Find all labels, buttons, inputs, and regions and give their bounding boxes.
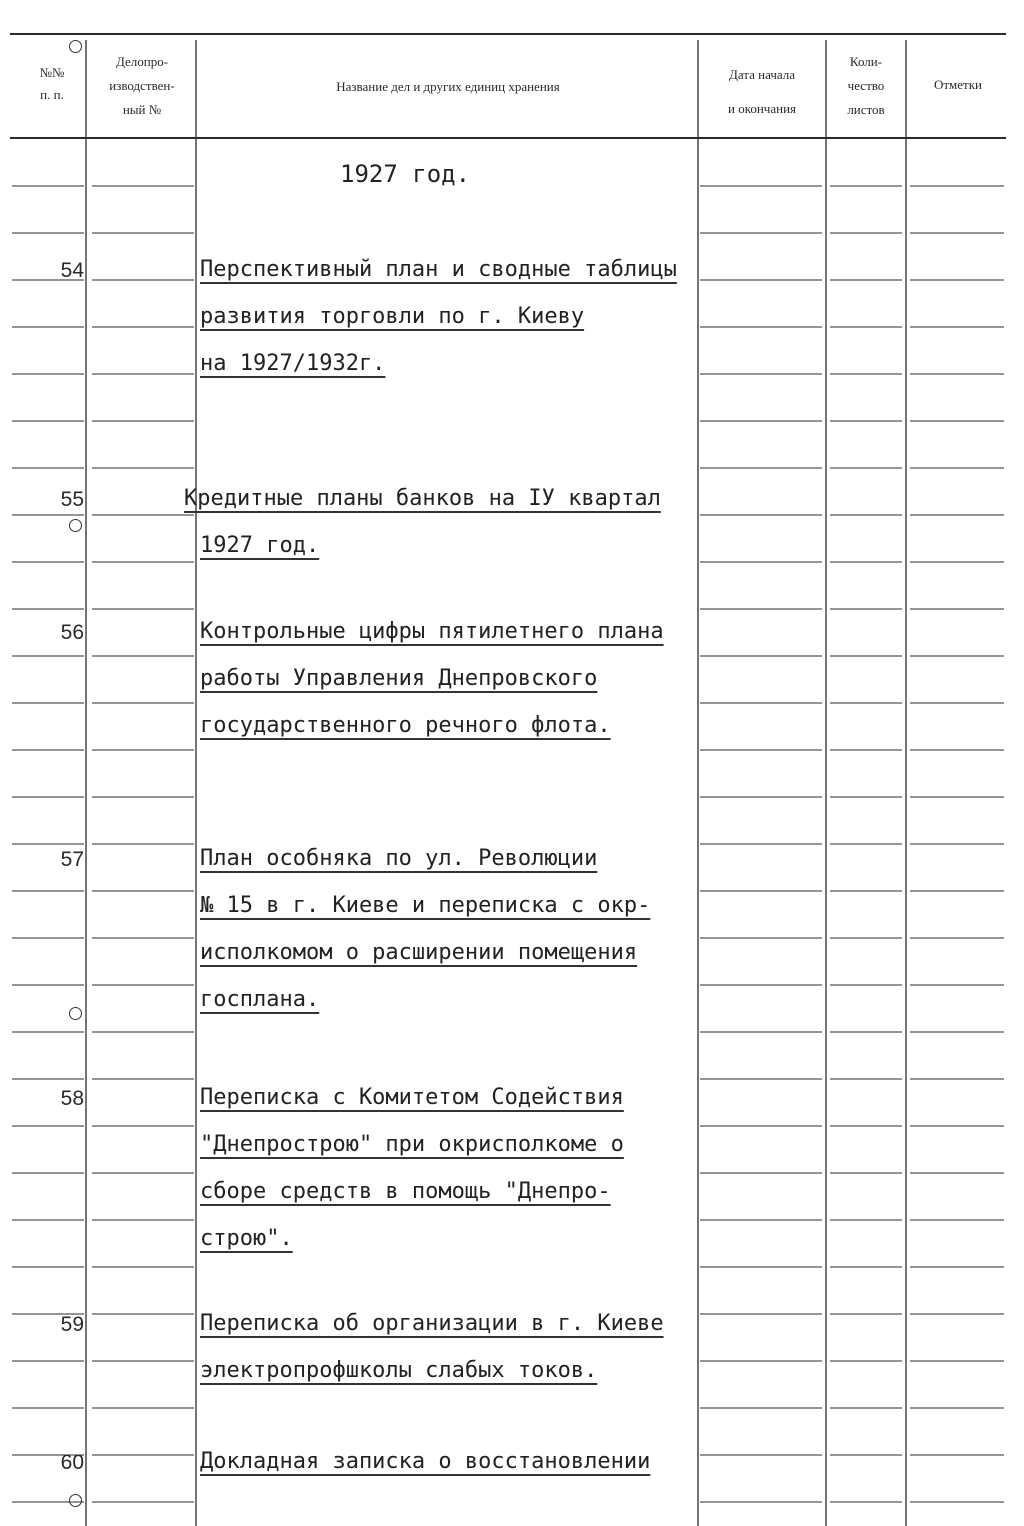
header-col-dates: Дата начала и окончания xyxy=(727,67,797,116)
entry-title-line: строю". xyxy=(200,1226,293,1251)
entry-title-line: госплана. xyxy=(200,987,320,1012)
header-col-num: №№ п. п. xyxy=(39,65,65,102)
entry-title-line: Переписка с Комитетом Содействия xyxy=(200,1085,624,1110)
entry-number: 54 xyxy=(60,259,84,282)
entry-title-line: исполкомом о расширении помещения xyxy=(200,940,638,965)
entry-title-line: "Днепрострою" при окрисполкоме о xyxy=(200,1132,624,1157)
header-col-notes: Отметки xyxy=(933,77,983,92)
punch-hole xyxy=(69,1007,82,1020)
entry-number: 56 xyxy=(60,621,84,644)
entry-title-line: Переписка об организации в г. Киеве xyxy=(200,1311,664,1336)
entry-title-line: 1927 год. xyxy=(200,533,320,558)
entry-title-line: электропрофшколы слабых токов. xyxy=(200,1358,598,1383)
entry-title-line: № 15 в г. Киеве и переписка с окр- xyxy=(200,893,651,918)
entry-title-line: Перспективный план и сводные таблицы xyxy=(200,257,677,282)
entry-title-line: на 1927/1932г. xyxy=(200,351,386,376)
year-heading: 1927 год. xyxy=(340,160,471,188)
punch-hole xyxy=(69,519,82,532)
entry-title-line: Кредитные планы банков на IУ квартал xyxy=(184,486,661,511)
entry-number: 55 xyxy=(60,488,84,511)
entry-title-line: Докладная записка о восстановлении xyxy=(200,1449,651,1474)
punch-hole xyxy=(69,40,82,53)
entry-title-line: развития торговли по г. Киеву xyxy=(200,304,585,329)
entry-number: 59 xyxy=(60,1313,84,1336)
entry-number: 58 xyxy=(60,1087,84,1110)
entry-title-line: Контрольные цифры пятилетнего плана xyxy=(200,619,664,644)
entry-number: 60 xyxy=(60,1451,84,1474)
header-col-sheets: Коли- чество листов xyxy=(847,54,885,117)
entry-number: 57 xyxy=(60,848,84,871)
header-col-office-num: Делопро- изводствен- ный № xyxy=(109,54,175,117)
entry-title-line: работы Управления Днепровского xyxy=(200,666,598,691)
entry-title-line: сборе средств в помощь "Днепро- xyxy=(200,1179,611,1204)
entry-title-line: План особняка по ул. Революции xyxy=(200,846,598,871)
header-col-title: Название дел и других единиц хранения xyxy=(336,79,560,94)
punch-hole xyxy=(69,1494,82,1507)
entry-title-line: государственного речного флота. xyxy=(200,713,611,738)
